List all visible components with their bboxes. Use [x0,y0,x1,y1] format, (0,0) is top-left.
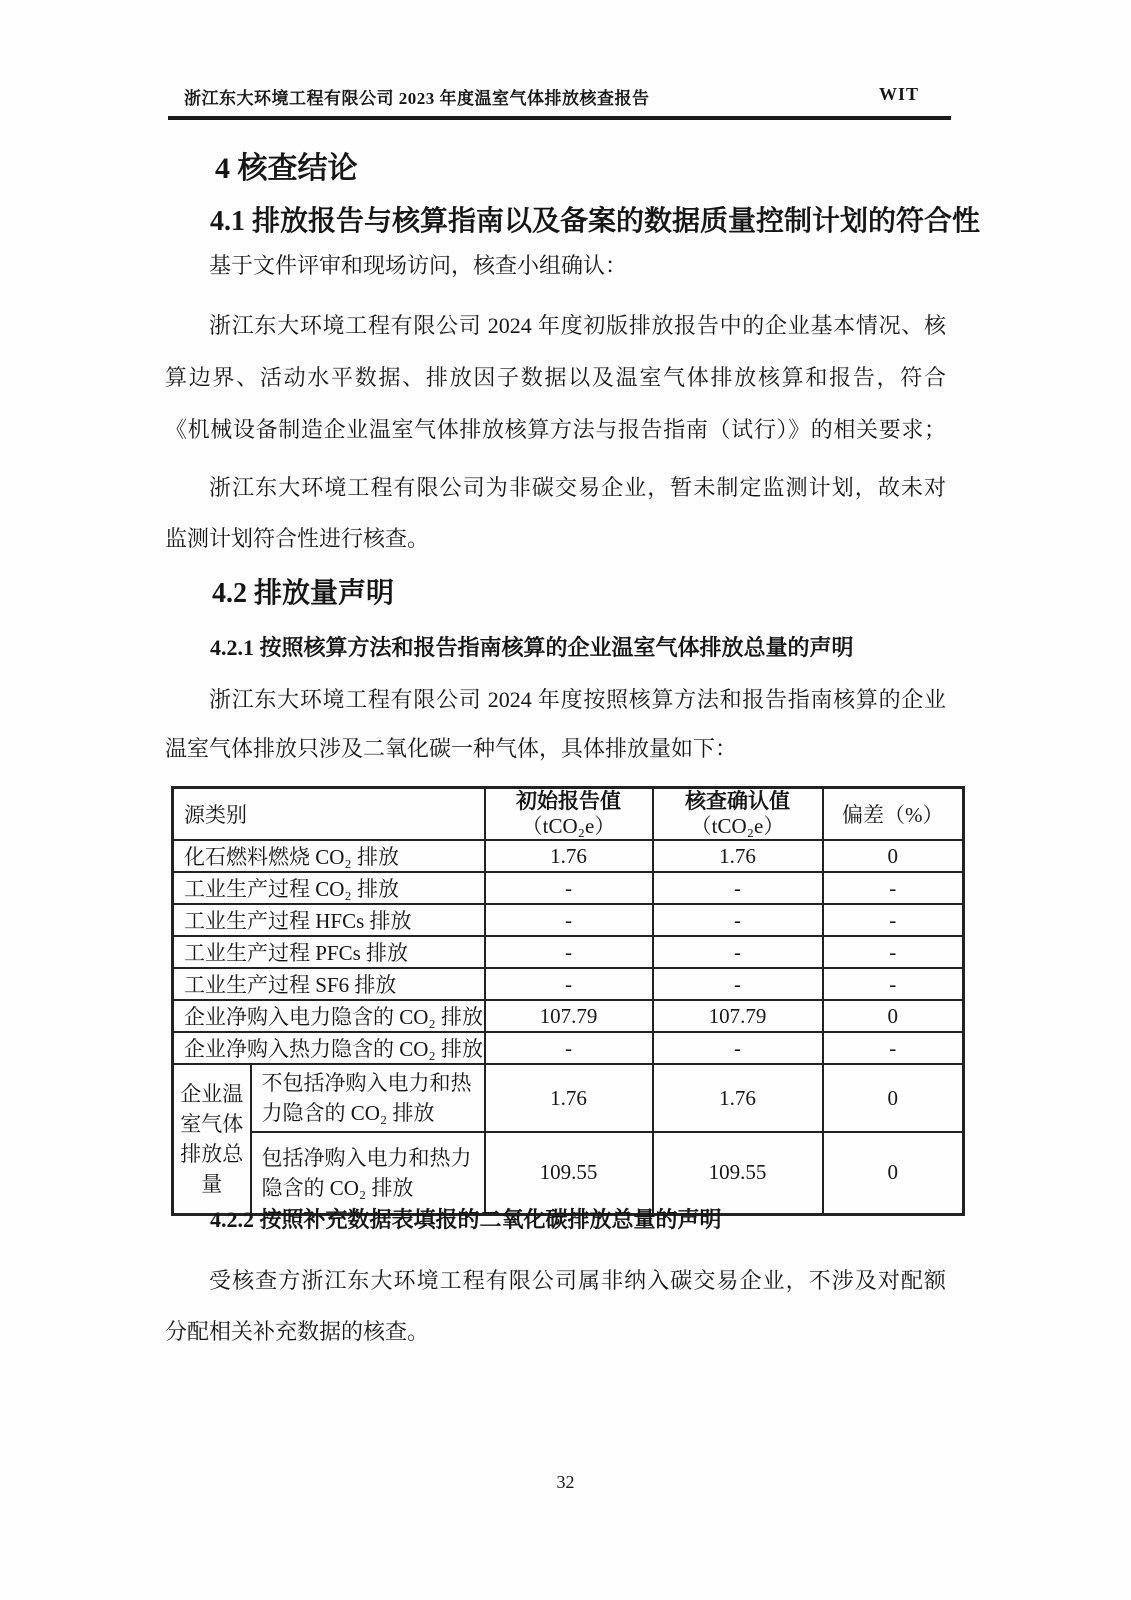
deviation-value: - [823,1032,964,1064]
initial-value: 1.76 [485,840,653,872]
row-label: 包括净购入电力和热力隐含的 CO₂ 排放 [251,1132,485,1214]
initial-value: 109.55 [485,1132,653,1214]
table-row [173,1032,964,1064]
wit-logo: WIT [879,84,920,104]
initial-value: 107.79 [485,1000,653,1032]
table-row [173,936,964,968]
row-label: 工业生产过程 HFCs 排放 [173,904,485,936]
table-row-total-including [173,1132,964,1214]
verified-value: 109.55 [653,1132,823,1214]
paragraph-line: 浙江东大环境工程有限公司 2024 年度按照核算方法和报告指南核算的企业 [209,687,946,712]
report-header-title: 浙江东大环境工程有限公司 2023 年度温室气体排放核查报告 [184,89,650,108]
page-number: 32 [556,1472,575,1492]
paragraph-line: 温室气体排放只涉及二氧化碳一种气体，具体排放量如下： [165,736,738,761]
initial-value: 1.76 [485,1064,653,1132]
deviation-value: 0 [823,840,964,872]
header-divider-rule [168,116,951,120]
paragraph-line: 受核查方浙江东大环境工程有限公司属非纳入碳交易企业，不涉及对配额 [209,1268,946,1293]
column-header-verified-line2: （tCO₂e） [690,814,785,838]
heading-4-2-2: 4.2.2 按照补充数据表填报的二氧化碳排放总量的声明 [210,1207,722,1232]
initial-value: - [485,936,653,968]
paragraph-line: 浙江东大环境工程有限公司为非碳交易企业，暂未制定监测计划，故未对 [209,475,946,500]
verified-value: - [653,872,823,904]
row-label: 企业净购入热力隐含的 CO₂ 排放 [173,1032,485,1064]
column-header-verified-line1: 核查确认值 [685,789,790,813]
column-header-initial-line2: （tCO₂e） [521,814,616,838]
row-label: 工业生产过程 CO₂ 排放 [173,872,485,904]
table-row [173,872,964,904]
deviation-value: - [823,968,964,1000]
table-row [173,1000,964,1032]
heading-4-2-1: 4.2.1 按照核算方法和报告指南核算的企业温室气体排放总量的声明 [210,635,854,660]
verified-value: 1.76 [653,1064,823,1132]
paragraph-line: 监测计划符合性进行核查。 [165,526,430,551]
deviation-value: - [823,936,964,968]
initial-value: - [485,904,653,936]
deviation-value: 0 [823,1000,964,1032]
table-row [173,968,964,1000]
table-row-total-excluding [173,1064,964,1132]
row-label: 化石燃料燃烧 CO₂ 排放 [173,840,485,872]
verified-value: 107.79 [653,1000,823,1032]
column-header-initial-line1: 初始报告值 [516,789,621,813]
verified-value: - [653,968,823,1000]
column-header-source: 源类别 [173,788,485,841]
paragraph-line: 算边界、活动水平数据、排放因子数据以及温室气体排放核算和报告，符合 [165,365,946,390]
initial-value: - [485,1032,653,1064]
column-header-deviation: 偏差（%） [823,788,964,841]
verified-value: - [653,1032,823,1064]
paragraph-line: 《机械设备制造企业温室气体排放核算方法与报告指南（试行）》的相关要求； [165,417,946,442]
table-row [173,904,964,936]
heading-4: 4 核查结论 [215,152,358,185]
deviation-value: 0 [823,1132,964,1214]
heading-4-2: 4.2 排放量声明 [212,578,395,609]
column-header-verified [653,788,823,841]
row-label: 工业生产过程 PFCs 排放 [173,936,485,968]
verified-value: 1.76 [653,840,823,872]
emissions-table [171,786,965,1216]
table-header-row [173,788,964,841]
row-label: 工业生产过程 SF6 排放 [173,968,485,1000]
paragraph-line: 基于文件评审和现场访问，核查小组确认： [209,253,628,278]
verified-value: - [653,904,823,936]
heading-4-1: 4.1 排放报告与核算指南以及备案的数据质量控制计划的符合性 [210,206,981,237]
deviation-value: - [823,904,964,936]
deviation-value: 0 [823,1064,964,1132]
paragraph-line: 浙江东大环境工程有限公司 2024 年度初版排放报告中的企业基本情况、核 [209,313,946,338]
initial-value: - [485,872,653,904]
verified-value: - [653,936,823,968]
table-row [173,840,964,872]
total-group-label: 企业温室气体排放总量 [173,1064,251,1214]
initial-value: - [485,968,653,1000]
column-header-initial [485,788,653,841]
paragraph-line: 分配相关补充数据的核查。 [165,1319,430,1344]
row-label: 不包括净购入电力和热力隐含的 CO₂ 排放 [251,1064,485,1132]
row-label: 企业净购入电力隐含的 CO₂ 排放 [173,1000,485,1032]
deviation-value: - [823,872,964,904]
